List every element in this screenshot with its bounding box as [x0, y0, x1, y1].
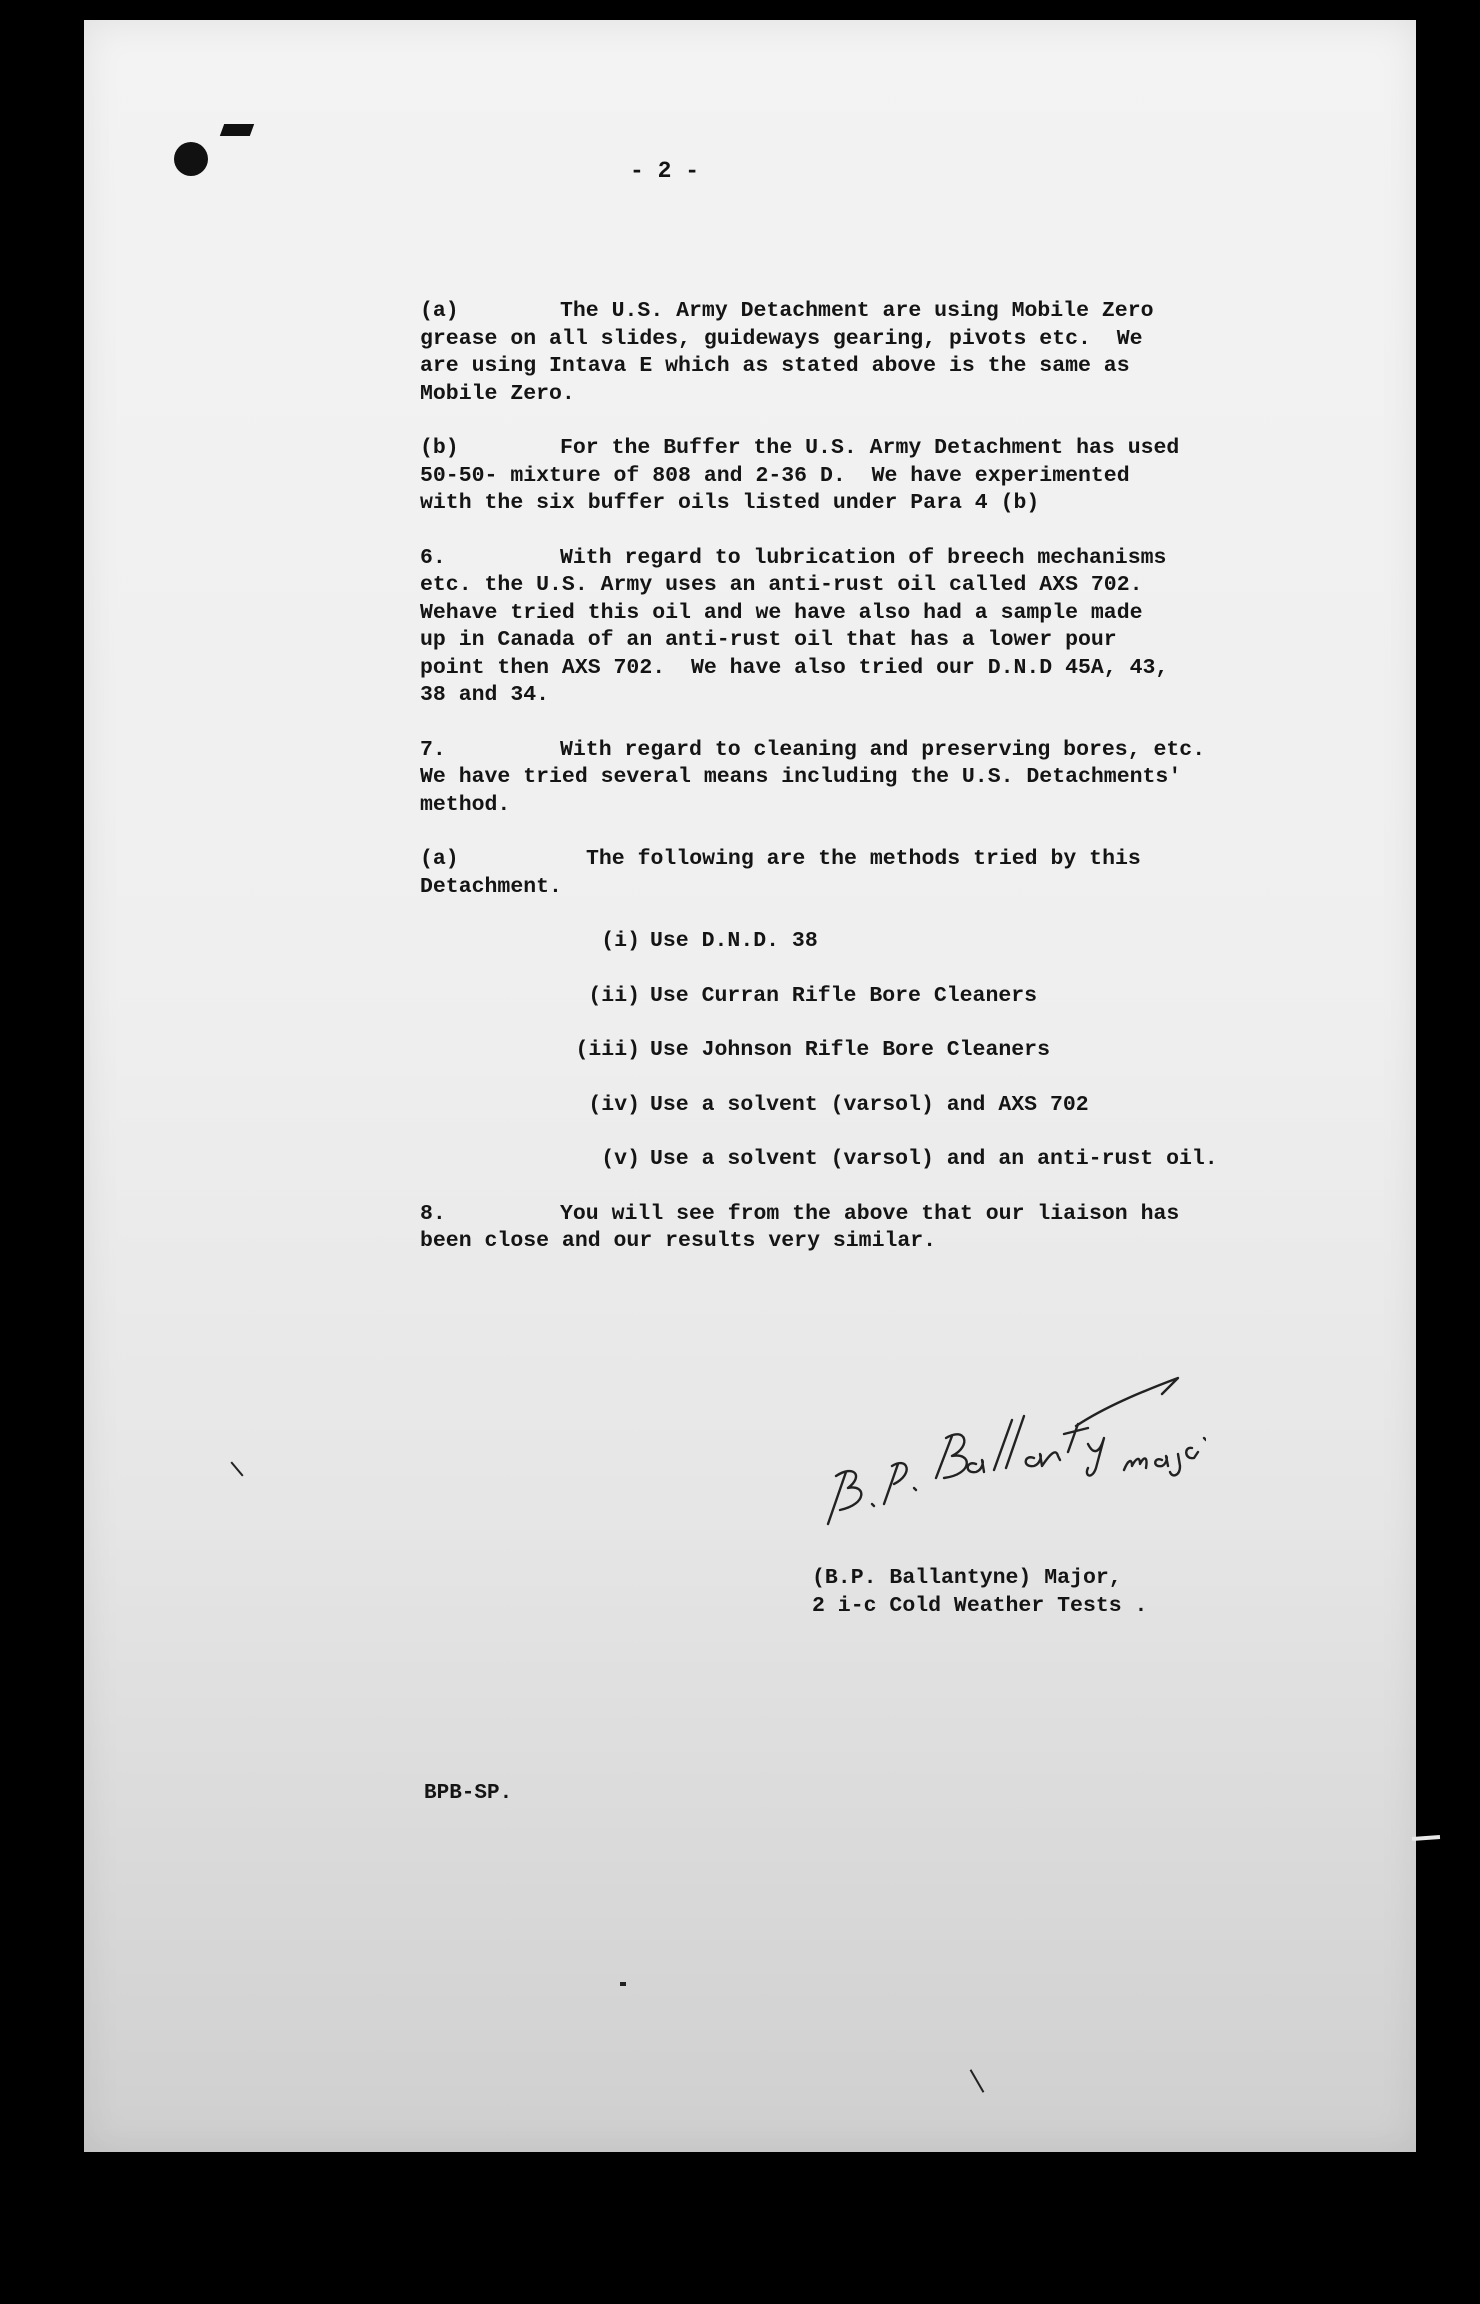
paragraph-line: etc. the U.S. Army uses an anti-rust oil called AXS 702. — [420, 573, 1143, 597]
list-item-text: Use D.N.D. 38 — [650, 929, 818, 953]
paragraph-b-buffer — [420, 435, 1280, 518]
list-item — [420, 1037, 1280, 1065]
list-item-text: Use a solvent (varsol) and an anti-rust oil. — [650, 1147, 1218, 1171]
paragraph-line: 38 and 34. — [420, 683, 550, 707]
paragraph-line: point then AXS 702. We have also tried our D.N.D 45A, 43, — [420, 655, 1169, 680]
paragraph-line: For the Buffer the U.S. Army Detachment has used — [560, 436, 1180, 460]
paragraph-line: With regard to lubrication of breech mechanisms — [560, 545, 1167, 570]
list-item-number: (ii) — [588, 983, 640, 1008]
paragraph-number: (b) — [420, 436, 459, 460]
paragraph-a-lubrication — [420, 298, 1280, 408]
paragraph-8-closing — [420, 1201, 1280, 1256]
paragraph-line: been close and our results very similar. — [420, 1229, 937, 1253]
list-item-number: (iv) — [588, 1092, 640, 1117]
list-item-text: Use a solvent (varsol) and AXS 702 — [650, 1092, 1089, 1117]
methods-list — [420, 928, 1280, 1174]
handwritten-signature — [806, 1364, 1206, 1534]
paragraph-number: 8. — [420, 1201, 446, 1226]
signatory-title: 2 i-c Cold Weather Tests . — [812, 1594, 1148, 1618]
paragraph-line: Wehave tried this oil and we have also had a sample made — [420, 600, 1143, 625]
paragraph-number: 7. — [420, 737, 446, 762]
ink-mark — [220, 124, 254, 136]
paragraph-line: Mobile Zero. — [420, 381, 575, 406]
paragraph-line: grease on all slides, guideways gearing, pivots etc. We — [420, 326, 1143, 351]
list-item-text: Use Johnson Rifle Bore Cleaners — [650, 1038, 1050, 1062]
paragraph-line: We have tried several means including the U.S. Detachments' — [420, 765, 1182, 789]
paragraph-line: You will see from the above that our liaison has — [560, 1201, 1180, 1226]
paragraph-line: method. — [420, 792, 511, 817]
paragraph-number: (a) — [420, 847, 459, 871]
paragraph-7-bores — [420, 737, 1280, 820]
paragraph-number: (a) — [420, 299, 459, 323]
list-item — [420, 1146, 1280, 1174]
list-item-text: Use Curran Rifle Bore Cleaners — [650, 983, 1038, 1008]
list-item — [420, 1092, 1280, 1120]
list-item — [420, 983, 1280, 1011]
page-number: - 2 - — [630, 158, 700, 184]
list-item-number: (v) — [601, 1147, 640, 1171]
paragraph-line: are using Intava E which as stated above is the same as — [420, 354, 1130, 378]
punch-hole-mark — [174, 142, 208, 176]
list-item — [420, 928, 1280, 956]
signature-block — [812, 1564, 1147, 1620]
reference-initials: BPB-SP. — [424, 1782, 513, 1805]
paragraph-line: With regard to cleaning and preserving bores, etc. — [560, 737, 1206, 762]
paragraph-line: 50-50- mixture of 808 and 2-36 D. We have experimented — [420, 463, 1130, 488]
paragraph-line: Detachment. — [420, 874, 562, 899]
list-item-number: (i) — [601, 929, 640, 953]
paragraph-line: The U.S. Army Detachment are using Mobile Zero — [560, 299, 1154, 323]
ink-speck — [1412, 1835, 1440, 1841]
paragraph-number: 6. — [420, 545, 446, 570]
paragraph-line: up in Canada of an anti-rust oil that has a lower pour — [420, 628, 1117, 652]
paragraph-line: with the six buffer oils listed under Para 4 (b) — [420, 491, 1040, 515]
ink-speck — [620, 1982, 626, 1986]
signatory-name: (B.P. Ballantyne) Major, — [812, 1566, 1122, 1590]
paragraph-line: The following are the methods tried by this — [586, 847, 1141, 871]
paragraph-7a-methods — [420, 846, 1280, 901]
paragraph-6-breech — [420, 545, 1280, 710]
letter-body — [420, 298, 1280, 1283]
list-item-number: (iii) — [575, 1038, 640, 1062]
